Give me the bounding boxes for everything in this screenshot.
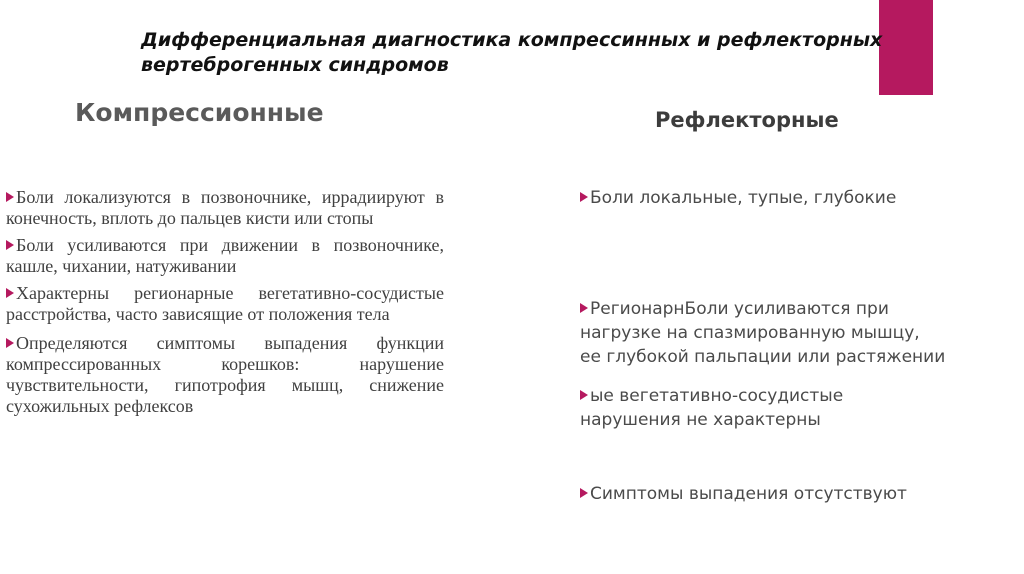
triangle-bullet-icon (6, 240, 14, 250)
list-item (6, 235, 444, 277)
reflex-item-vegetative (580, 384, 1020, 432)
reflex-item-load (580, 297, 1020, 369)
list-item (6, 187, 444, 229)
list-item-text: Боли усиливаются при движении в позвоночнике, кашле, чихании, натуживании (6, 235, 444, 276)
reflex-item-deficit (580, 482, 1020, 506)
heading-reflex: Рефлекторные (655, 108, 839, 132)
list-item-text: РегионарнБоли усиливаются при (590, 299, 889, 319)
list-item (6, 283, 444, 325)
list-item-text: ые вегетативно-сосудистые (590, 386, 844, 406)
list-item (6, 333, 444, 417)
list-item-text: нагрузке на спазмированную мышцу, (580, 323, 920, 343)
list-item-text: Боли локальные, тупые, глубокие (590, 188, 897, 208)
list-item-text: Характерны регионарные вегетативно-сосудистые расстройства, часто зависящие от положения тела (6, 283, 444, 324)
compression-list (6, 187, 444, 423)
list-item-text: Симптомы выпадения отсутствуют (590, 484, 907, 504)
list-item-text: Определяются симптомы выпадения функции компрессированных корешков: нарушение чувствительности, гипотрофия мышц, снижение сухожильных рефлексов (6, 333, 444, 416)
list-item-text: нарушения не характерны (580, 410, 821, 430)
list-item-text: Боли локализуются в позвоночнике, иррадиируют в конечность, вплоть до пальцев кисти или стопы (6, 187, 444, 228)
triangle-bullet-icon (6, 192, 14, 202)
triangle-bullet-icon (6, 338, 14, 348)
triangle-bullet-icon (580, 303, 588, 313)
title-line-2: вертеброгенных синдромов (141, 54, 449, 76)
heading-compression: Компрессионные (75, 98, 324, 127)
triangle-bullet-icon (580, 390, 588, 400)
triangle-bullet-icon (580, 488, 588, 498)
slide-title (141, 28, 991, 78)
title-line-1: Дифференциальная диагностика компрессинных и рефлекторных (141, 29, 883, 51)
triangle-bullet-icon (580, 192, 588, 202)
list-item-text: ее глубокой пальпации или растяжении (580, 347, 946, 367)
triangle-bullet-icon (6, 288, 14, 298)
reflex-item-pain (580, 186, 1020, 210)
